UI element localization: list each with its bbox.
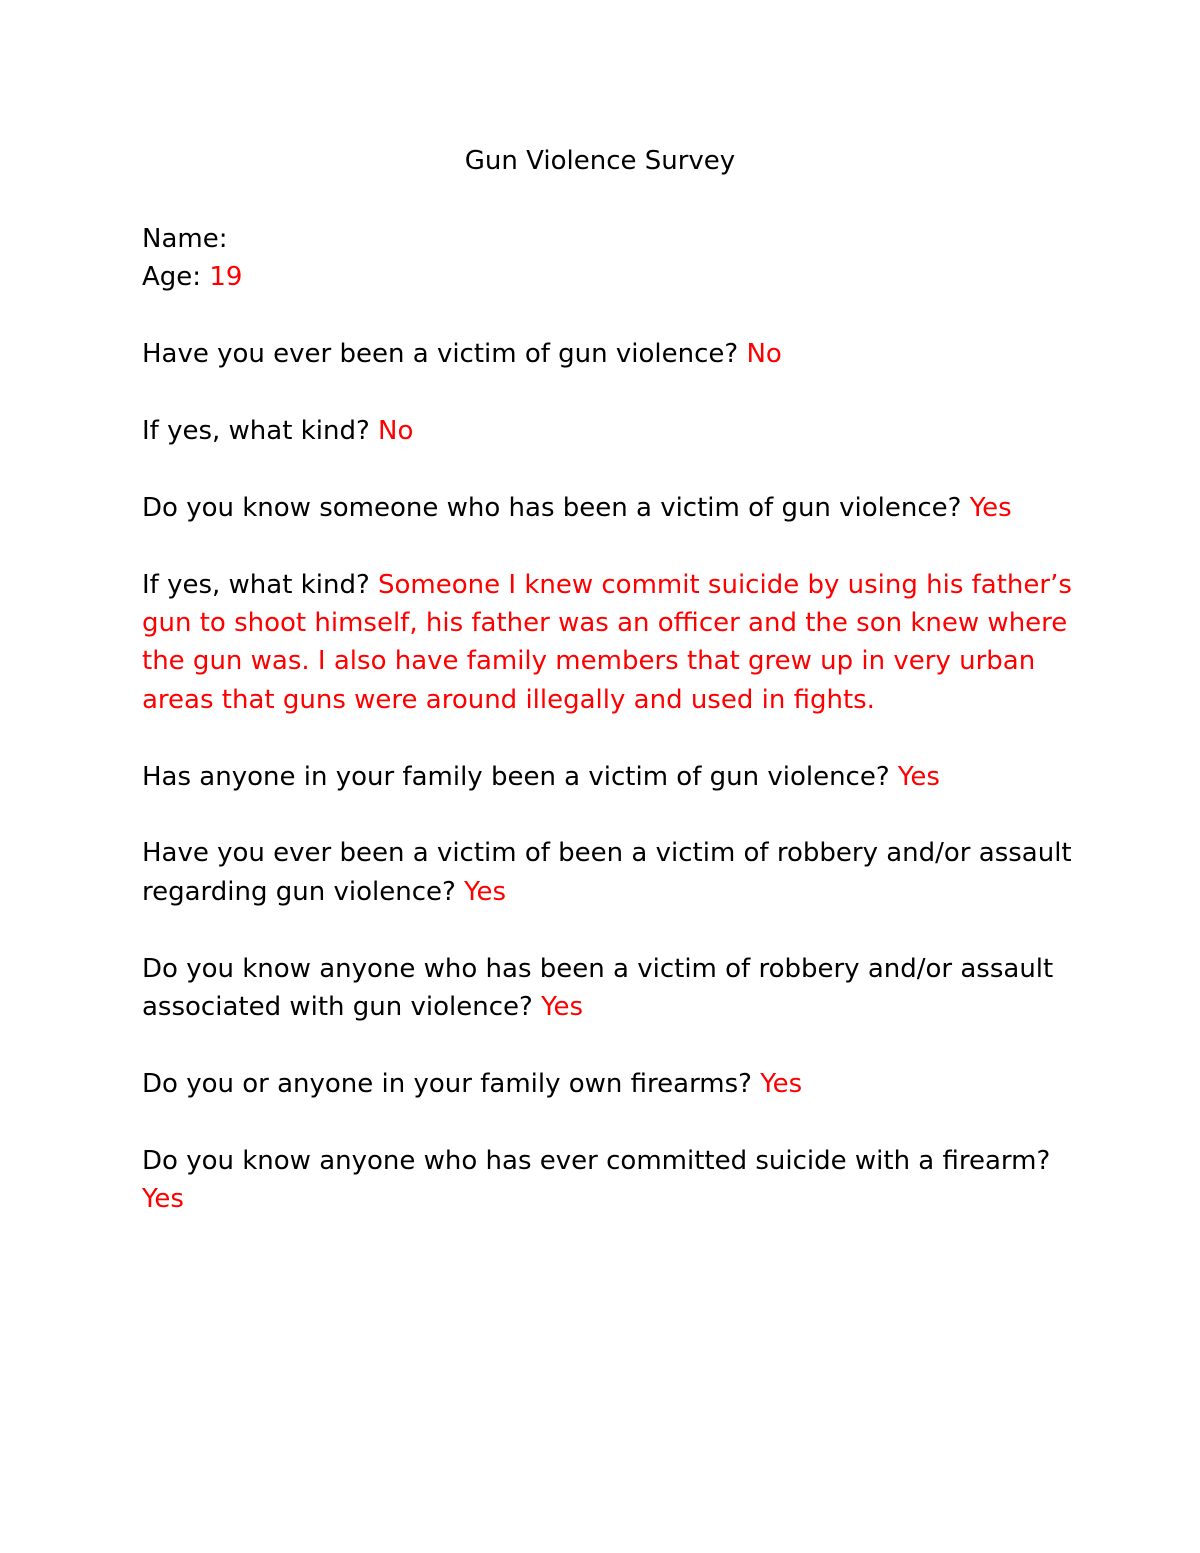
question-text: Do you know someone who has been a victim of gun violence? bbox=[142, 492, 962, 523]
name-label: Name: bbox=[142, 224, 228, 254]
question-line: Do you know anyone who has been a victim of robbery and/or assault bbox=[142, 953, 1054, 984]
question-line: Have you ever been a victim of been a victim of robbery and/or assault bbox=[142, 838, 1072, 869]
answer-line: Yes bbox=[142, 1184, 184, 1215]
age-field bbox=[142, 258, 1062, 296]
question-text: Do you or anyone in your family own firearms? bbox=[142, 1068, 752, 1099]
question-9 bbox=[142, 1142, 1062, 1219]
question-line bbox=[142, 1065, 1062, 1103]
question-line bbox=[142, 412, 1062, 450]
answer-line: gun to shoot himself, his father was an officer and the son knew where bbox=[142, 608, 1068, 638]
answer-line: areas that guns were around illegally and used in fights. bbox=[142, 684, 875, 715]
answer-text: No bbox=[378, 416, 414, 446]
question-line bbox=[142, 988, 1062, 1026]
question-4 bbox=[142, 566, 1072, 720]
question-text: regarding gun violence? bbox=[142, 876, 456, 907]
question-text: If yes, what kind? bbox=[142, 569, 370, 600]
question-2 bbox=[142, 412, 1062, 450]
question-3 bbox=[142, 489, 1062, 527]
answer-text: Yes bbox=[464, 876, 507, 907]
answer-text: Someone I knew commit suicide by using his father’s bbox=[378, 569, 1072, 600]
question-1 bbox=[142, 335, 1062, 373]
answer-text: Yes bbox=[541, 992, 584, 1023]
question-text: Has anyone in your family been a victim of gun violence? bbox=[142, 761, 890, 792]
question-text: If yes, what kind? bbox=[142, 416, 370, 446]
question-8 bbox=[142, 1065, 1062, 1103]
question-text: Have you ever been a victim of gun violence? bbox=[142, 339, 739, 370]
question-line bbox=[142, 758, 1062, 796]
question-line bbox=[142, 489, 1062, 527]
answer-line: the gun was. I also have family members that grew up in very urban bbox=[142, 646, 1036, 677]
question-6 bbox=[142, 834, 1072, 911]
question-text: associated with gun violence? bbox=[142, 992, 533, 1023]
survey-body bbox=[142, 220, 1072, 1257]
age-label: Age: bbox=[142, 262, 202, 293]
answer-text: No bbox=[746, 339, 782, 370]
question-line bbox=[142, 873, 1062, 911]
name-field bbox=[142, 220, 1062, 258]
answer-text: Yes bbox=[969, 492, 1012, 523]
question-line: Do you know anyone who has ever committed suicide with a firearm? bbox=[142, 1145, 1051, 1176]
page-title: Gun Violence Survey bbox=[464, 146, 736, 176]
question-5 bbox=[142, 758, 1062, 796]
question-line bbox=[142, 335, 1062, 373]
age-value: 19 bbox=[209, 262, 243, 293]
question-line bbox=[142, 566, 1072, 604]
question-7 bbox=[142, 950, 1062, 1027]
answer-text: Yes bbox=[897, 761, 940, 792]
respondent-fields bbox=[142, 220, 1062, 297]
answer-text: Yes bbox=[760, 1068, 803, 1099]
